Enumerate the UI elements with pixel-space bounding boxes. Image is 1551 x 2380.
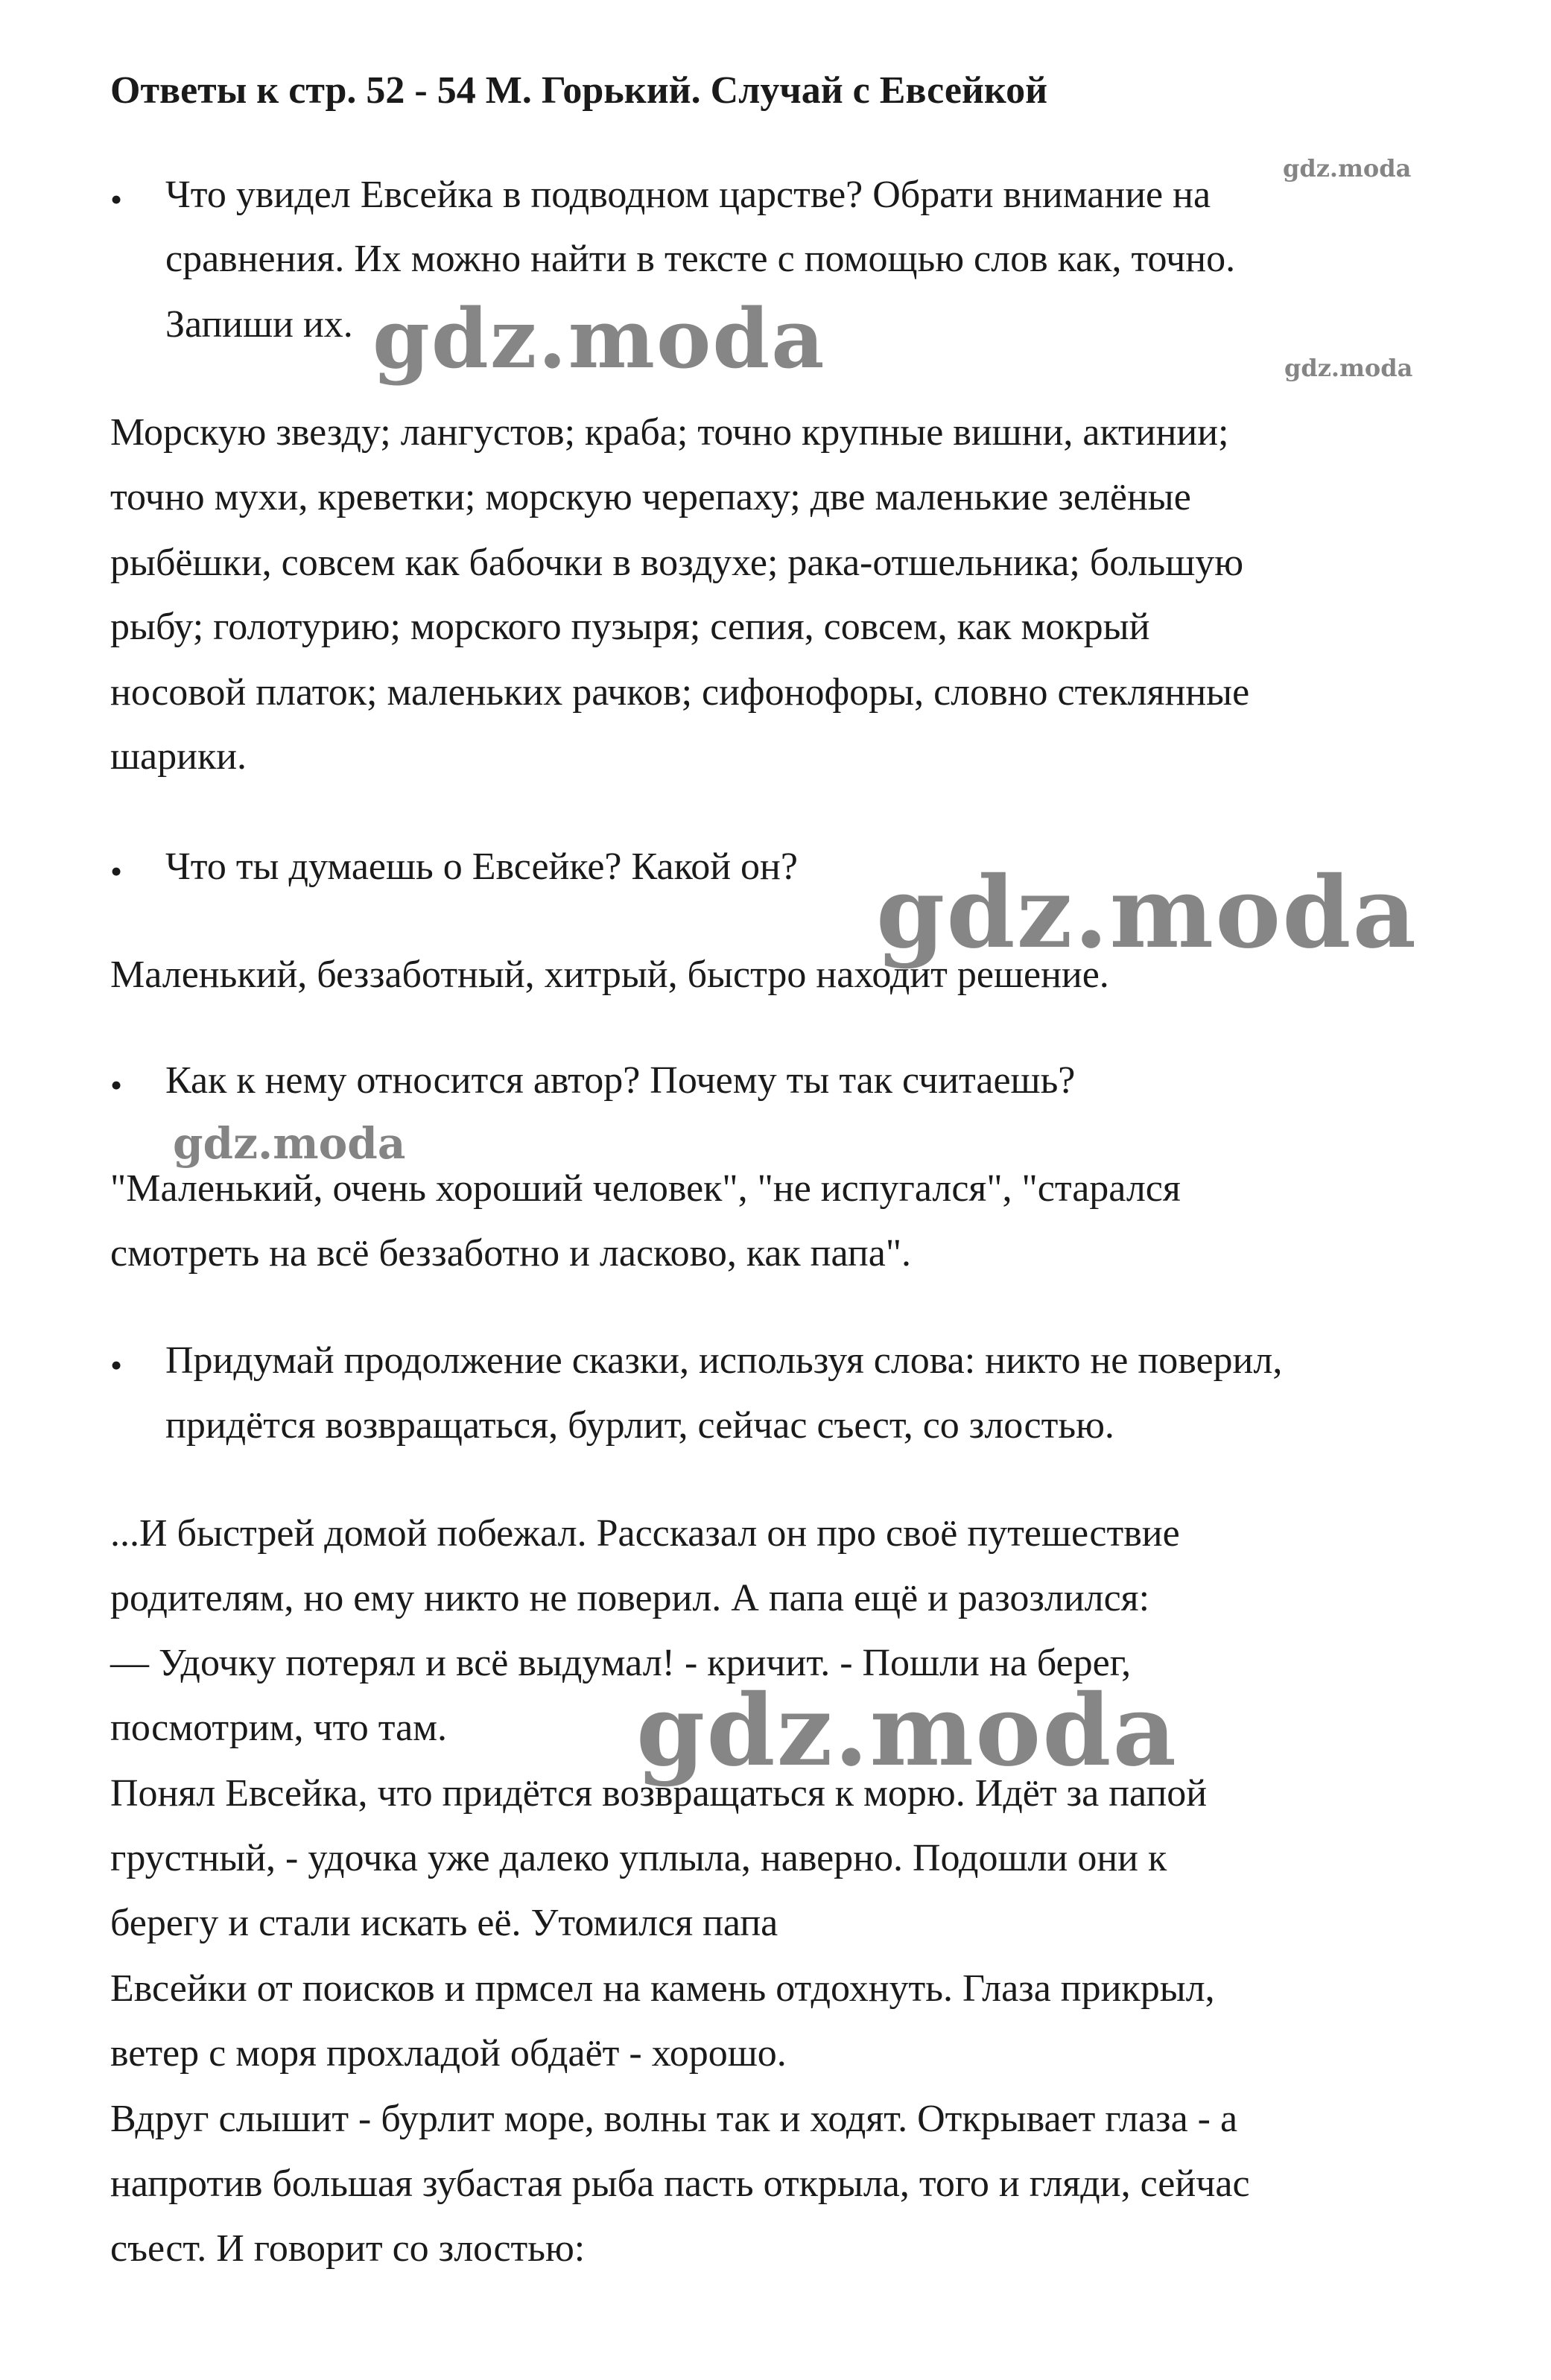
answer-3-line: смотреть на всё беззаботно и ласково, как папа". <box>110 1232 912 1275</box>
answer-1-line: рыбу; голотурию; морского пузыря; сепия, совсем, как мокрый <box>110 606 1150 648</box>
answer-4-line: Вдруг слышит - бурлит море, волны так и ходят. Открывает глаза - а <box>110 2098 1238 2140</box>
answer-1-line: Морскую звезду; лангустов; краба; точно крупные вишни, актинии; <box>110 411 1229 454</box>
answer-2-line: Маленький, беззаботный, хитрый, быстро находит решение. <box>110 953 1109 996</box>
answer-4-line: Понял Евсейка, что придётся возвращаться к морю. Идёт за папой <box>110 1772 1208 1815</box>
answer-4-line: ...И быстрей домой побежал. Рассказал он про своё путешествие <box>110 1512 1180 1555</box>
watermark: gdz.moda <box>1284 354 1413 382</box>
bullet-marker: • <box>110 1066 123 1104</box>
answer-4-line: напротив большая зубастая рыба пасть открыла, того и гляди, сейчас <box>110 2162 1250 2205</box>
answer-4-line: — Удочку потерял и всё выдумал! - кричит. - Пошли на берег, <box>110 1642 1132 1684</box>
answer-1-line: носовой платок; маленьких рачков; сифонофоры, словно стеклянные <box>110 671 1250 714</box>
page-title: Ответы к стр. 52 - 54 М. Горький. Случай с Евсейкой <box>110 69 1048 112</box>
question-4-line: придётся возвращаться, бурлит, сейчас съест, со злостью. <box>165 1404 1114 1447</box>
answer-4-line: ветер с моря прохладой обдаёт - хорошо. <box>110 2032 787 2075</box>
bullet-marker: • <box>110 852 123 890</box>
answer-4-line: посмотрим, что там. <box>110 1707 448 1749</box>
answer-1-line: точно мухи, креветки; морскую черепаху; две маленькие зелёные <box>110 476 1191 518</box>
question-1-line: Запиши их. <box>165 303 353 346</box>
bullet-marker: • <box>110 1346 123 1384</box>
answer-1-line: шарики. <box>110 735 247 778</box>
answer-4-line: родителям, но ему никто не поверил. А папа ещё и разозлился: <box>110 1577 1150 1619</box>
watermark: gdz.moda <box>372 291 826 387</box>
question-4-line: Придумай продолжение сказки, используя слова: никто не поверил, <box>165 1339 1283 1382</box>
answer-4-line: съест. И говорит со злостью: <box>110 2227 586 2270</box>
answer-4-line: берегу и стали искать её. Утомился папа <box>110 1902 778 1944</box>
bullet-marker: • <box>110 180 123 218</box>
question-1-line: Что увидел Евсейка в подводном царстве? Обрати внимание на <box>165 174 1211 216</box>
watermark: gdz.moda <box>1283 154 1412 183</box>
question-1-line: сравнения. Их можно найти в тексте с помощью слов как, точно. <box>165 238 1236 280</box>
answer-1-line: рыбёшки, совсем как бабочки в воздухе; рака-отшельника; большую <box>110 542 1244 584</box>
watermark: gdz.moda <box>636 1673 1179 1789</box>
watermark: gdz.moda <box>173 1118 406 1169</box>
question-2-line: Что ты думаешь о Евсейке? Какой он? <box>165 845 798 888</box>
answer-3-line: "Маленький, очень хороший человек", "не испугался", "старался <box>110 1167 1181 1210</box>
question-3-line: Как к нему относится автор? Почему ты так считаешь? <box>165 1059 1076 1102</box>
watermark: gdz.moda <box>876 855 1418 971</box>
answer-4-line: Евсейки от поисков и прмсел на камень отдохнуть. Глаза прикрыл, <box>110 1967 1215 2010</box>
answer-4-line: грустный, - удочка уже далеко уплыла, наверно. Подошли они к <box>110 1837 1167 1879</box>
